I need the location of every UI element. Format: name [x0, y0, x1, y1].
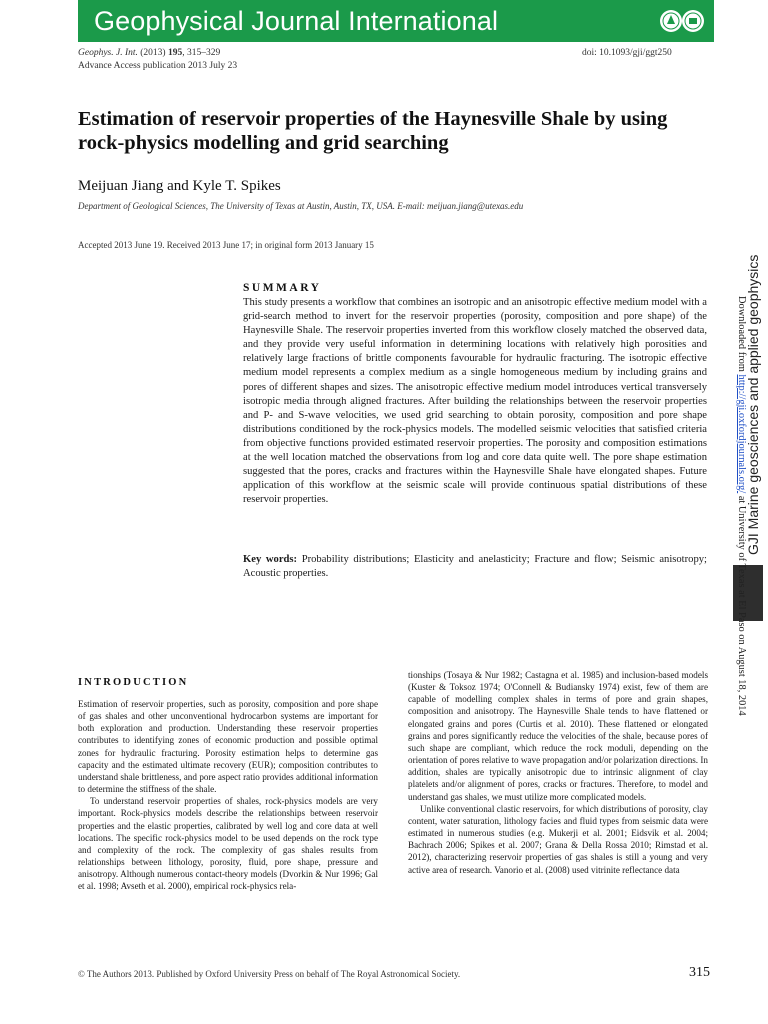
download-notice [736, 296, 747, 716]
doi-link[interactable]: doi: 10.1093/gji/ggt250 [582, 48, 672, 58]
summary-text: This study presents a workflow that combines an isotropic and an anisotropic effective medium model with a grid-search method to invert for the reservoir properties (porosity, composition and pore shape) of the Haynesville Shale. The reservoir properties inverted from this workflow closely matched the observed data, and they provide very useful information in determining locations with relatively high porosities and relatively large fractions of brittle components favourable for hydraulic fracturing. The isotropic effective medium model represents a complex medium as a single homogeneous medium by including grains and pores of different shapes and sizes. The anisotropic effective medium model introduces vertical transversely isotropic media through aligned fractures. After building the relationships between the reservoir properties and P- and S-wave velocities, we used grid searching to obtain porosity, composition and pore shape distributions conditioned by the rock-physics models. The modelled seismic velocities that satisfied criteria from objective functions provided estimated reservoir properties. The porosity and composition estimations at the well location matched the observations from log and core data quite well. The pore shape estimation suggested that the pores, cracks and fractures within the Haynesville Shale have elongated shapes. Future application of this workflow at the seismic scale will provide continuous spatial distributions of these reservoir properties. [243, 297, 707, 506]
citation-pages: , 315–329 [182, 48, 221, 58]
introduction-heading: INTRODUCTION [78, 677, 189, 688]
download-suffix: at University of Texas at El Paso on August 18, 2014 [736, 493, 747, 716]
article-authors: Meijuan Jiang and Kyle T. Spikes [78, 178, 281, 194]
keywords-text: Probability distributions; Elasticity and anelasticity; Fracture and flow; Seismic anisotropy; Acoustic properties. [243, 554, 707, 579]
citation-volume: 195 [167, 48, 183, 58]
society-seal-logo-icon [660, 7, 704, 35]
body-paragraph: Estimation of reservoir properties, such as porosity, composition and pore shape of gas shales and other unconventional hydrocarbon systems are important for both exploration and production. Understanding these reservoir properties contributes to identifying zones of economic production and possible optimal zones for hydraulic fracturing. Porosity estimation helps to determine gas capacity and the estimated ultimate recovery (EUR); composition contributes to understand shale brittleness, and pore aspect ratio provides additional information to determine the stiffness of the shale. [78, 699, 378, 795]
summary-heading: SUMMARY [243, 282, 322, 294]
download-prefix: Downloaded from [736, 296, 747, 375]
sidebar-journal-section: GJI Marine geosciences and applied geophysics [745, 254, 761, 555]
page-number: 315 [689, 965, 710, 980]
citation-year: (2013) [137, 48, 168, 58]
author-affiliation: Department of Geological Sciences, The University of Texas at Austin, Austin, TX, USA. E-mail: meijuan.jiang@utexas.edu [78, 201, 524, 211]
download-source-link[interactable]: http://gji.oxfordjournals.org/ [736, 374, 747, 494]
keywords-label: Key words: [243, 554, 298, 565]
article-title: Estimation of reservoir properties of the Haynesville Shale by using rock-physics modelling and grid searching [78, 108, 668, 154]
introduction-left-column [78, 698, 378, 893]
introduction-right-column [408, 669, 708, 876]
advance-access-line: Advance Access publication 2013 July 23 [78, 61, 238, 71]
body-paragraph: To understand reservoir properties of shales, rock-physics models are very important. Rock-physics models describe the relationships between reservoir properties and the elastic properties, calibrated by well log and core data at well locations. The specific rock-physics model to be used depends on the rock type and complexity of the rock. The complexity of gas shales results from relationships between lithology, porosity, fluid, pore shape, pressure and anisotropy. Although numerous contact-theory models (Dvorkin & Nur 1996; Gal et al. 1998; Avseth et al. 2000), empirical rock-physics rela- [78, 796, 378, 892]
body-paragraph: tionships (Tosaya & Nur 1982; Castagna et al. 1985) and inclusion-based models (Kuster & Toksoz 1974; O'Connell & Budiansky 1974) exist, few of them are capable of modelling complex shales in terms of pore and grain shapes, composition and anisotropy. The Haynesville Shale tends to have flattened or elongated grains and pores (Curtis et al. 2010). These flattened or elongated grains and pores significantly reduce the velocities of the shale, because pores of such shape are compliant, which reduce the rock moduli, depending on the orientation of pores relative to wave propagation and/or polarization directions. In addition, shales are typically anisotropic due to intrinsic alignment of clay platelets and/or alignment of pores, cracks or fractures. Therefore, to model and understand gas shales, we must utilize more complicated models. [408, 670, 708, 802]
journal-title: Geophysical Journal International [94, 6, 499, 36]
body-paragraph: Unlike conventional clastic reservoirs, for which distributions of porosity, clay content, water saturation, lithology facies and fluid types from seismic data were estimated in numerous studies (e.g. Mukerji et al. 2001; Eidsvik et al. 2004; Bachrach 2006; Spikes et al. 2007; Grana & Della Rossa 2010; Rimstad et al. 2012), characterizing reservoir properties of gas shales is still a young and very active area of research. Vanorio et al. (2008) used vitrinite reflectance data [408, 803, 708, 875]
journal-abbrev: Geophys. J. Int. [78, 48, 138, 58]
keywords-line [243, 553, 707, 581]
article-dates: Accepted 2013 June 19. Received 2013 June 17; in original form 2013 January 15 [78, 240, 374, 250]
copyright-notice: © The Authors 2013. Published by Oxford University Press on behalf of The Royal Astronomical Society. [78, 969, 461, 979]
citation-line [78, 47, 220, 59]
journal-banner [78, 0, 714, 42]
